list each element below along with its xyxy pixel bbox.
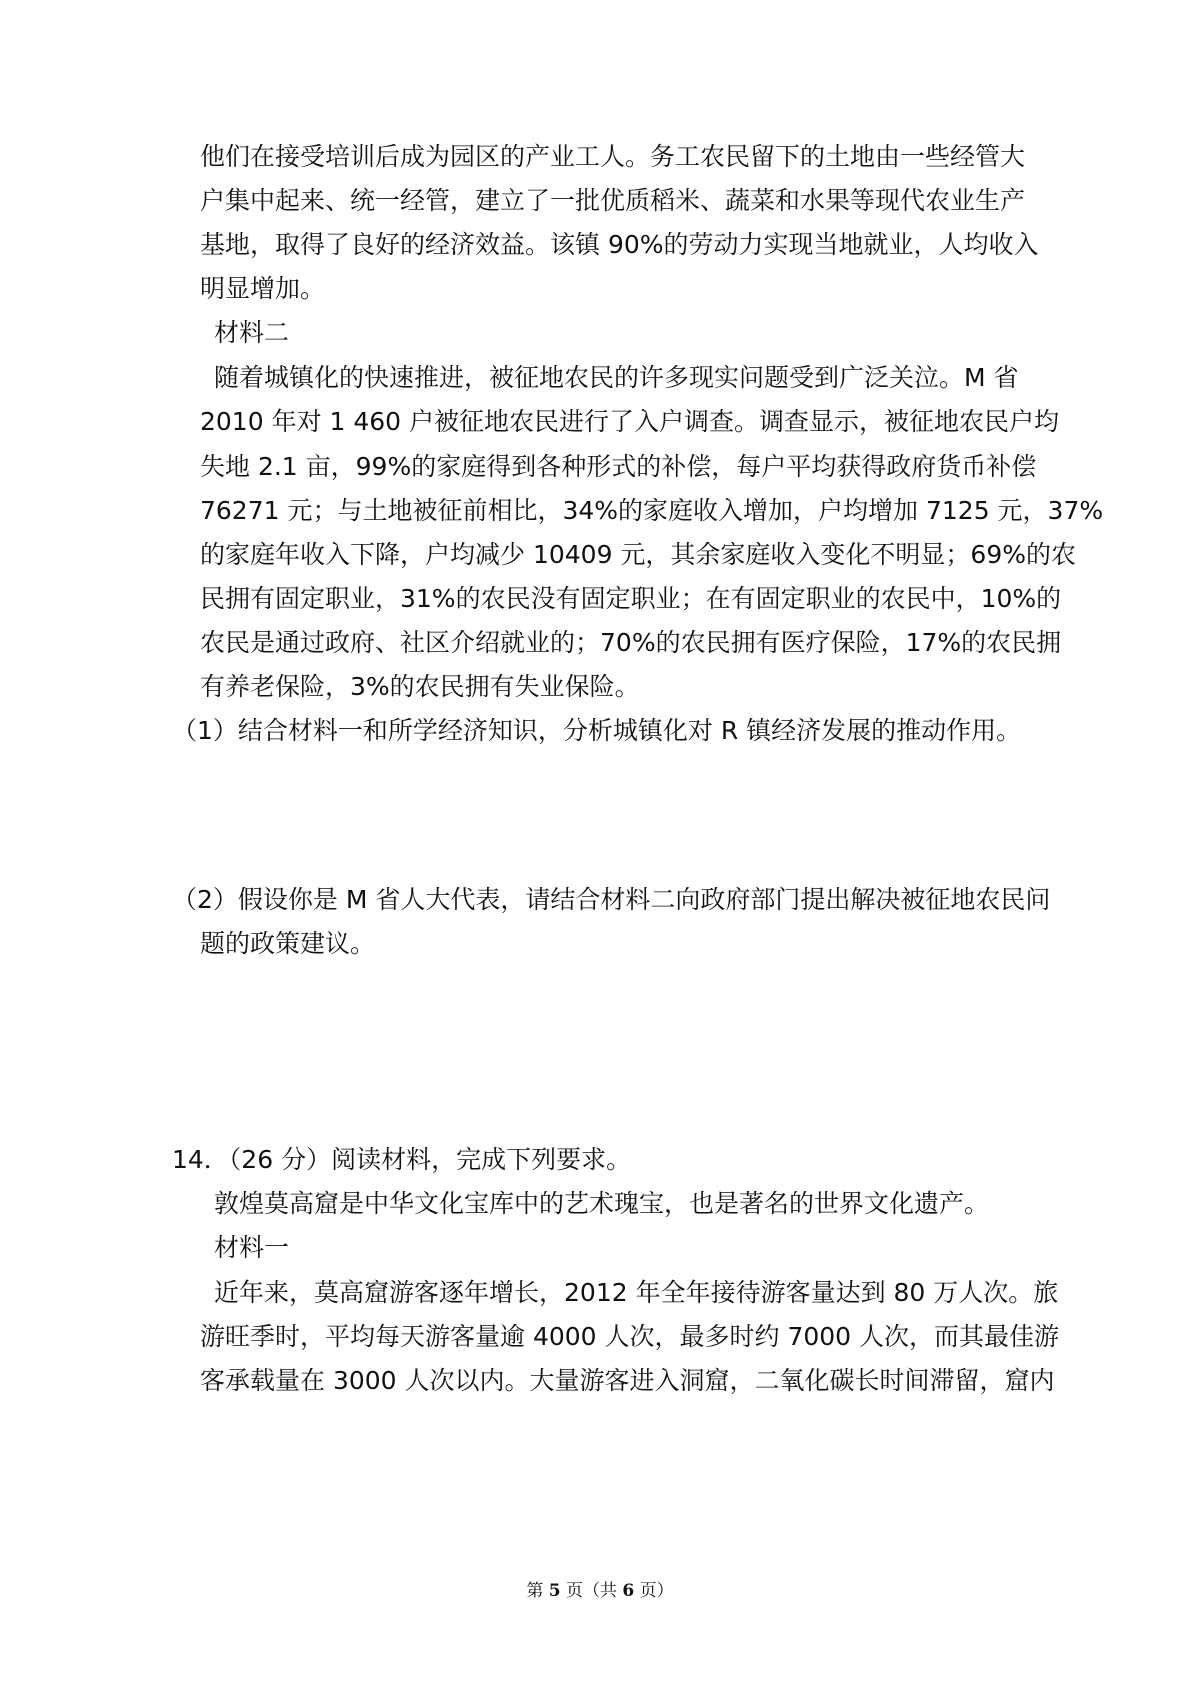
footer-middle: 页（共: [560, 1581, 623, 1601]
footer-total-pages: 6: [622, 1581, 635, 1601]
question-1: （1）结合材料一和所学经济知识，分析城镇化对 R 镇经济发展的推动作用。: [172, 716, 1022, 745]
paragraph-line: 近年来，莫高窟游客逐年增长，2012 年全年接待游客量达到 80 万人次。旅: [214, 1278, 1059, 1307]
paragraph-line: 明显增加。: [200, 274, 326, 303]
paragraph-line: 敦煌莫高窟是中华文化宝库中的艺术瑰宝，也是著名的世界文化遗产。: [214, 1189, 990, 1218]
footer-prefix: 第: [526, 1581, 549, 1601]
paragraph-line: 户集中起来、统一经管，建立了一批优质稻米、蔬菜和水果等现代农业生产: [200, 186, 1026, 215]
paragraph-line: 有养老保险，3%的农民拥有失业保险。: [200, 672, 640, 701]
paragraph-line: 随着城镇化的快速推进，被征地农民的许多现实问题受到广泛关泣。M 省: [214, 363, 1019, 392]
footer-page-number: 5: [548, 1581, 561, 1601]
paragraph-line: 游旺季时，平均每天游客量逾 4000 人次，最多时约 7000 人次，而其最佳游: [200, 1322, 1060, 1351]
question-2-line: 题的政策建议。: [200, 929, 376, 958]
footer-suffix: 页）: [634, 1581, 674, 1601]
material-heading: 材料二: [214, 318, 290, 347]
paragraph-line: 客承载量在 3000 人次以内。大量游客进入洞窟，二氧化碳长时间滞留，窟内: [200, 1366, 1055, 1395]
paragraph-line: 的家庭年收入下降，户均减少 10409 元，其余家庭收入变化不明显；69%的农: [200, 540, 1076, 569]
paragraph-line: 2010 年对 1 460 户被征地农民进行了入户调查。调查显示，被征地农民户均: [200, 407, 1060, 436]
paragraph-line: 他们在接受培训后成为园区的产业工人。务工农民留下的土地由一些经管大: [200, 142, 1026, 171]
question-2-line: （2）假设你是 M 省人大代表，请结合材料二向政府部门提出解决被征地农民问: [172, 885, 1051, 914]
material-heading: 材料一: [214, 1233, 290, 1262]
question-14-header: 14．（26 分）阅读材料，完成下列要求。: [172, 1145, 632, 1174]
paragraph-line: 失地 2.1 亩，99%的家庭得到各种形式的补偿，每户平均获得政府货币补偿: [200, 452, 1037, 481]
paragraph-line: 农民是通过政府、社区介绍就业的；70%的农民拥有医疗保险，17%的农民拥: [200, 628, 1062, 657]
paragraph-line: 基地，取得了良好的经济效益。该镇 90%的劳动力实现当地就业，人均收入: [200, 230, 1039, 259]
paragraph-line: 76271 元；与土地被征前相比，34%的家庭收入增加，户均增加 7125 元，37%: [200, 496, 1104, 525]
paragraph-line: 民拥有固定职业，31%的农民没有固定职业；在有固定职业的农民中，10%的: [200, 584, 1062, 613]
page-footer: [0, 1576, 1200, 1601]
